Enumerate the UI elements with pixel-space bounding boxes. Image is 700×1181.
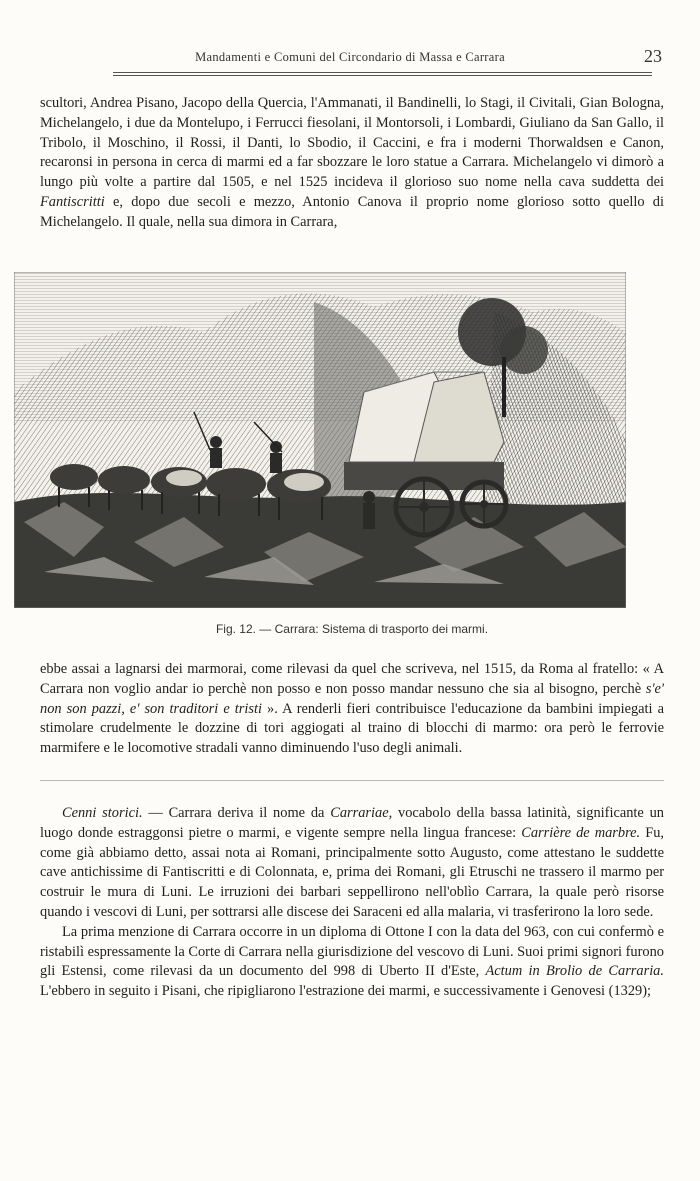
paragraph-text: — Carrara deriva il nome da (148, 805, 325, 821)
italic-term: Fantiscritti (40, 193, 105, 210)
page-header (36, 48, 664, 70)
paragraph-text: ». A renderli fieri contribuisce l'educazione da bambini impiegati a stimolare crudelmente le dozzine di tori aggiogati al traino di blocchi di marmo: ora però le ferrovie marmifere e le locomotive stradali vanno diminuendo l'uso degli animali. (40, 700, 664, 757)
page-number: 23 (644, 46, 662, 66)
italic-quote: s'e' non son pazzi, e' son traditori e tristi (40, 680, 664, 717)
paragraph-text: e, dopo due secoli e mezzo, Antonio Canova il proprio nome glorioso sotto quello di Michelangelo. Il quale, nella sua dimora in Carrara, (40, 193, 664, 230)
header-rule (113, 72, 652, 73)
history-section (40, 804, 664, 1002)
paragraph-top (40, 94, 664, 233)
italic-term: Actum in Brolio de Carraria. (485, 963, 664, 980)
italic-term: Carrariae, (330, 805, 393, 821)
paragraph-text: scultori, Andrea Pisano, Jacopo della Quercia, l'Ammanati, il Bandinelli, lo Stagi, il Civitali, Gian Bologna, Michelangelo, i due da Montelupo, i Ferrucci fiesolani, il Montorsoli, i Lombardi, Giuliano da San Gallo, il Tribolo, il Moschino, il Rossi, il Danti, lo Sbodio, il Caccini, e fra i moderni Thorwaldsen e Canon, recaronsi in persona in cerca di marmi ed a far sbozzare le loro statue a Carrara. Michelangelo vi dimorò a lungo più volte a partire dal 1505, e nel 1525 incideva il glorioso suo nome nella cava suddetta dei (40, 95, 664, 191)
paragraph-text: L'ebbero in seguito i Pisani, che ripigliarono l'estrazione dei marmi, e successivamente i Genovesi (1329); (40, 983, 652, 1000)
section-divider (40, 780, 664, 781)
engraving-illustration (14, 272, 626, 608)
figure-caption: Fig. 12. — Carrara: Sistema di trasporto dei marmi. (215, 622, 489, 636)
section-heading: Cenni storici. (62, 805, 143, 821)
paragraph-mid (40, 660, 664, 759)
paragraph-text: vocabolo della bassa latinità, significante un luogo donde estraggonsi pietre o marmi, e vigente sempre nella lingua francese: (40, 805, 664, 841)
paragraph-text: La prima menzione di Carrara occorre in un diploma di Ottone I con la data del 963, con cui confermò e ristabilì espressamente la Corte di Carrara nella giurisdizione del vescovo di Luni. Suoi primi signori furono gli Estensi, come rilevasi da un documento del 998 di Uberto II d'Este, (40, 923, 664, 980)
paragraph-text: Fu, come già abbiamo detto, assai nota ai Romani, principalmente sotto Augusto, come attestano le suddette cave antichissime di Fantiscritti e di Colonnata, e, prima dei Romani, gli Etruschi ne trassero il marmo per costruir le mura di Luni. Le irruzioni dei barbari seppellirono nell'oblìo Carrara, la quale però risorse quando i vescovi di Luni, per sottrarsi alle discese dei Saraceni ed alla malaria, vi trasferirono la loro sede. (40, 824, 664, 920)
italic-term: Carrière de marbre. (521, 824, 641, 841)
running-title: Mandamenti e Comuni del Circondario di Massa e Carrara (195, 50, 505, 64)
marble-transport-engraving (14, 272, 626, 608)
header-rule (113, 75, 652, 76)
paragraph-text: ebbe assai a lagnarsi dei marmorai, come rilevasi da quel che scriveva, nel 1515, da Roma al fratello: « A Carrara non voglio andar io perchè non posso e non posso mandar nessuno che sia al bisogno, perchè (40, 661, 664, 697)
